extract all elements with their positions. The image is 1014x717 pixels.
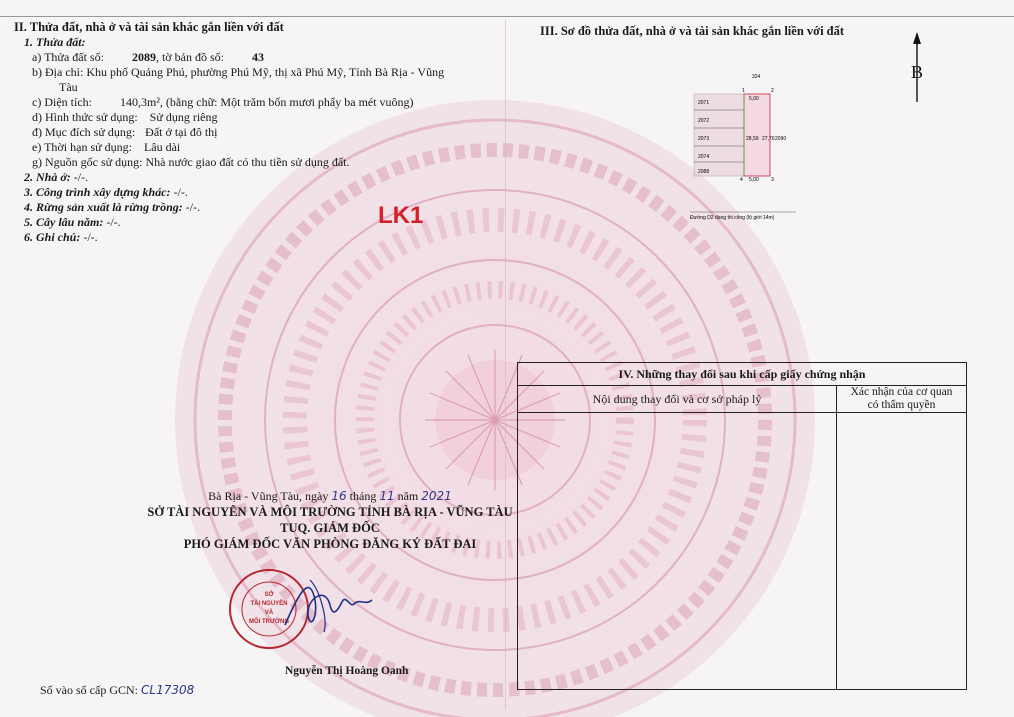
plot-point-4: 4 (740, 177, 743, 183)
changes-col2-divider (837, 412, 966, 413)
address-continued: Tàu (59, 80, 78, 94)
signing-place: Bà Rịa - Vũng Tàu, ngày (208, 489, 329, 503)
plot-point-1: 1 (742, 88, 745, 94)
plot-label-2074: 2074 (698, 154, 710, 160)
stamp-text-1: SỞ (264, 592, 274, 598)
changes-table (517, 362, 967, 690)
origin-label: g) Nguồn gốc sử dụng: (32, 155, 143, 169)
usage-form-row (14, 110, 494, 125)
signing-year: 2021 (421, 489, 452, 503)
plot-label-2088: 2088 (698, 169, 710, 175)
house-value: -/-. (73, 170, 89, 184)
signing-org-3: PHÓ GIÁM ĐỐC VĂN PHÒNG ĐĂNG KÝ ĐẤT ĐAI (183, 537, 477, 551)
forest-label: 4. Rừng sản xuất là rừng trồng: (24, 200, 183, 214)
plot-label-2090: 2090 (775, 136, 787, 142)
origin-row (14, 155, 494, 170)
purpose-row (14, 125, 494, 140)
plot-point-3: 3 (771, 177, 774, 183)
area-row (14, 95, 494, 110)
purpose-value: Đất ở tại đô thị (145, 125, 218, 139)
map-label: , tờ bản đồ số: (155, 50, 224, 64)
registry-number (40, 683, 194, 698)
plot-dim-right: 27,70 (762, 136, 775, 142)
address-label: b) Địa chỉ: (32, 65, 84, 79)
construction-row (14, 185, 494, 200)
area-label: c) Diện tích: (32, 95, 92, 109)
changes-col2-header-line1: Xác nhận của cơ quan (850, 386, 953, 398)
term-label: e) Thời hạn sử dụng: (32, 140, 132, 154)
plot-road-label: Đường D2 đang thi công (lộ giới 14m) (690, 215, 775, 221)
parcel-label: a) Thửa đất số: (32, 50, 104, 64)
note-row (14, 230, 494, 245)
term-row (14, 140, 494, 155)
area-value: 140,3m², (bằng chữ: Một trăm bốn mươi phẩy ba mét vuông) (119, 95, 414, 109)
section-ii-title: II. Thửa đất, nhà ở và tài sản khác gắn liền với đất (14, 20, 284, 34)
purpose-label: đ) Mục đích sử dụng: (32, 125, 136, 139)
address-value: Khu phố Quảng Phú, phường Phú Mỹ, thị xã Phú Mỹ, Tỉnh Bà Rịa - Vũng (86, 65, 445, 79)
signing-day: 16 (331, 489, 347, 503)
north-arrow-icon (904, 30, 930, 105)
note-label: 6. Ghi chú: (24, 230, 81, 244)
fold-line (505, 20, 506, 710)
term-value: Lâu dài (143, 140, 181, 154)
house-row (14, 170, 494, 185)
parcel-row (14, 50, 494, 65)
plot-diagram (670, 70, 800, 230)
signer-name: Nguyễn Thị Hoàng Oanh (285, 665, 409, 677)
land-heading: 1. Thửa đất: (24, 35, 86, 49)
plot-dim-top: 5,00 (749, 96, 759, 102)
registry-label: Số vào sổ cấp GCN: (40, 683, 138, 697)
signing-org-2: TUQ. GIÁM ĐỐC (280, 521, 380, 535)
note-value: -/-. (83, 230, 98, 244)
construction-value: -/-. (173, 185, 188, 199)
north-letter: B (911, 62, 924, 82)
plot-point-2: 2 (771, 88, 774, 94)
origin-value: Nhà nước giao đất có thu tiền sử dụng đất. (145, 155, 350, 169)
signing-block (120, 488, 540, 552)
stamp-text-2: TÀI NGUYÊN (250, 601, 288, 607)
forest-value: -/-. (185, 200, 201, 214)
signature-icon (280, 570, 380, 640)
plot-label-2073: 2073 (698, 136, 710, 142)
signing-date (120, 488, 540, 504)
stamp-text-3: VÀ (264, 610, 274, 616)
registry-value: CL17308 (141, 683, 195, 697)
changes-col2-header (837, 386, 966, 412)
plot-label-324: 324 (752, 74, 761, 80)
construction-label: 3. Công trình xây dựng khác: (24, 185, 171, 199)
changes-col1-header: Nội dung thay đổi và cơ sở pháp lý (518, 386, 836, 413)
house-label: 2. Nhà ở: (24, 170, 71, 184)
signing-org-1: SỞ TÀI NGUYÊN VÀ MÔI TRƯỜNG TỈNH BÀ RỊA - VŨNG TÀU (147, 505, 513, 519)
lk1-annotation: LK1 (378, 202, 424, 229)
map-number: 43 (251, 50, 264, 64)
usage-form-value: Sử dụng riêng (149, 110, 218, 124)
address-row (14, 65, 494, 80)
changes-content-column (518, 386, 837, 689)
plot-label-2071: 2071 (698, 100, 710, 106)
parcel-number: 2089 (131, 50, 156, 64)
stamp-text-4: MÔI TRƯỜNG (248, 619, 290, 625)
plot-label-2072: 2072 (698, 118, 710, 124)
section-iii-title: III. Sơ đồ thửa đất, nhà ở và tài sản khác gắn liền với đất (540, 24, 845, 38)
signing-month: 11 (379, 489, 395, 503)
trees-value: -/-. (106, 215, 121, 229)
signing-month-label: tháng (349, 489, 377, 503)
top-border (0, 16, 1014, 17)
trees-label: 5. Cây lâu năm: (24, 215, 104, 229)
plot-dim-bottom: 5,00 (749, 177, 759, 183)
changes-col2-header-line2: có thẩm quyền (867, 398, 936, 411)
usage-form-label: d) Hình thức sử dụng: (32, 110, 138, 124)
signing-year-label: năm (397, 489, 419, 503)
plot-dim-left: 28,59 (746, 136, 759, 142)
changes-title: IV. Những thay đổi sau khi cấp giấy chứng nhận (518, 363, 966, 386)
